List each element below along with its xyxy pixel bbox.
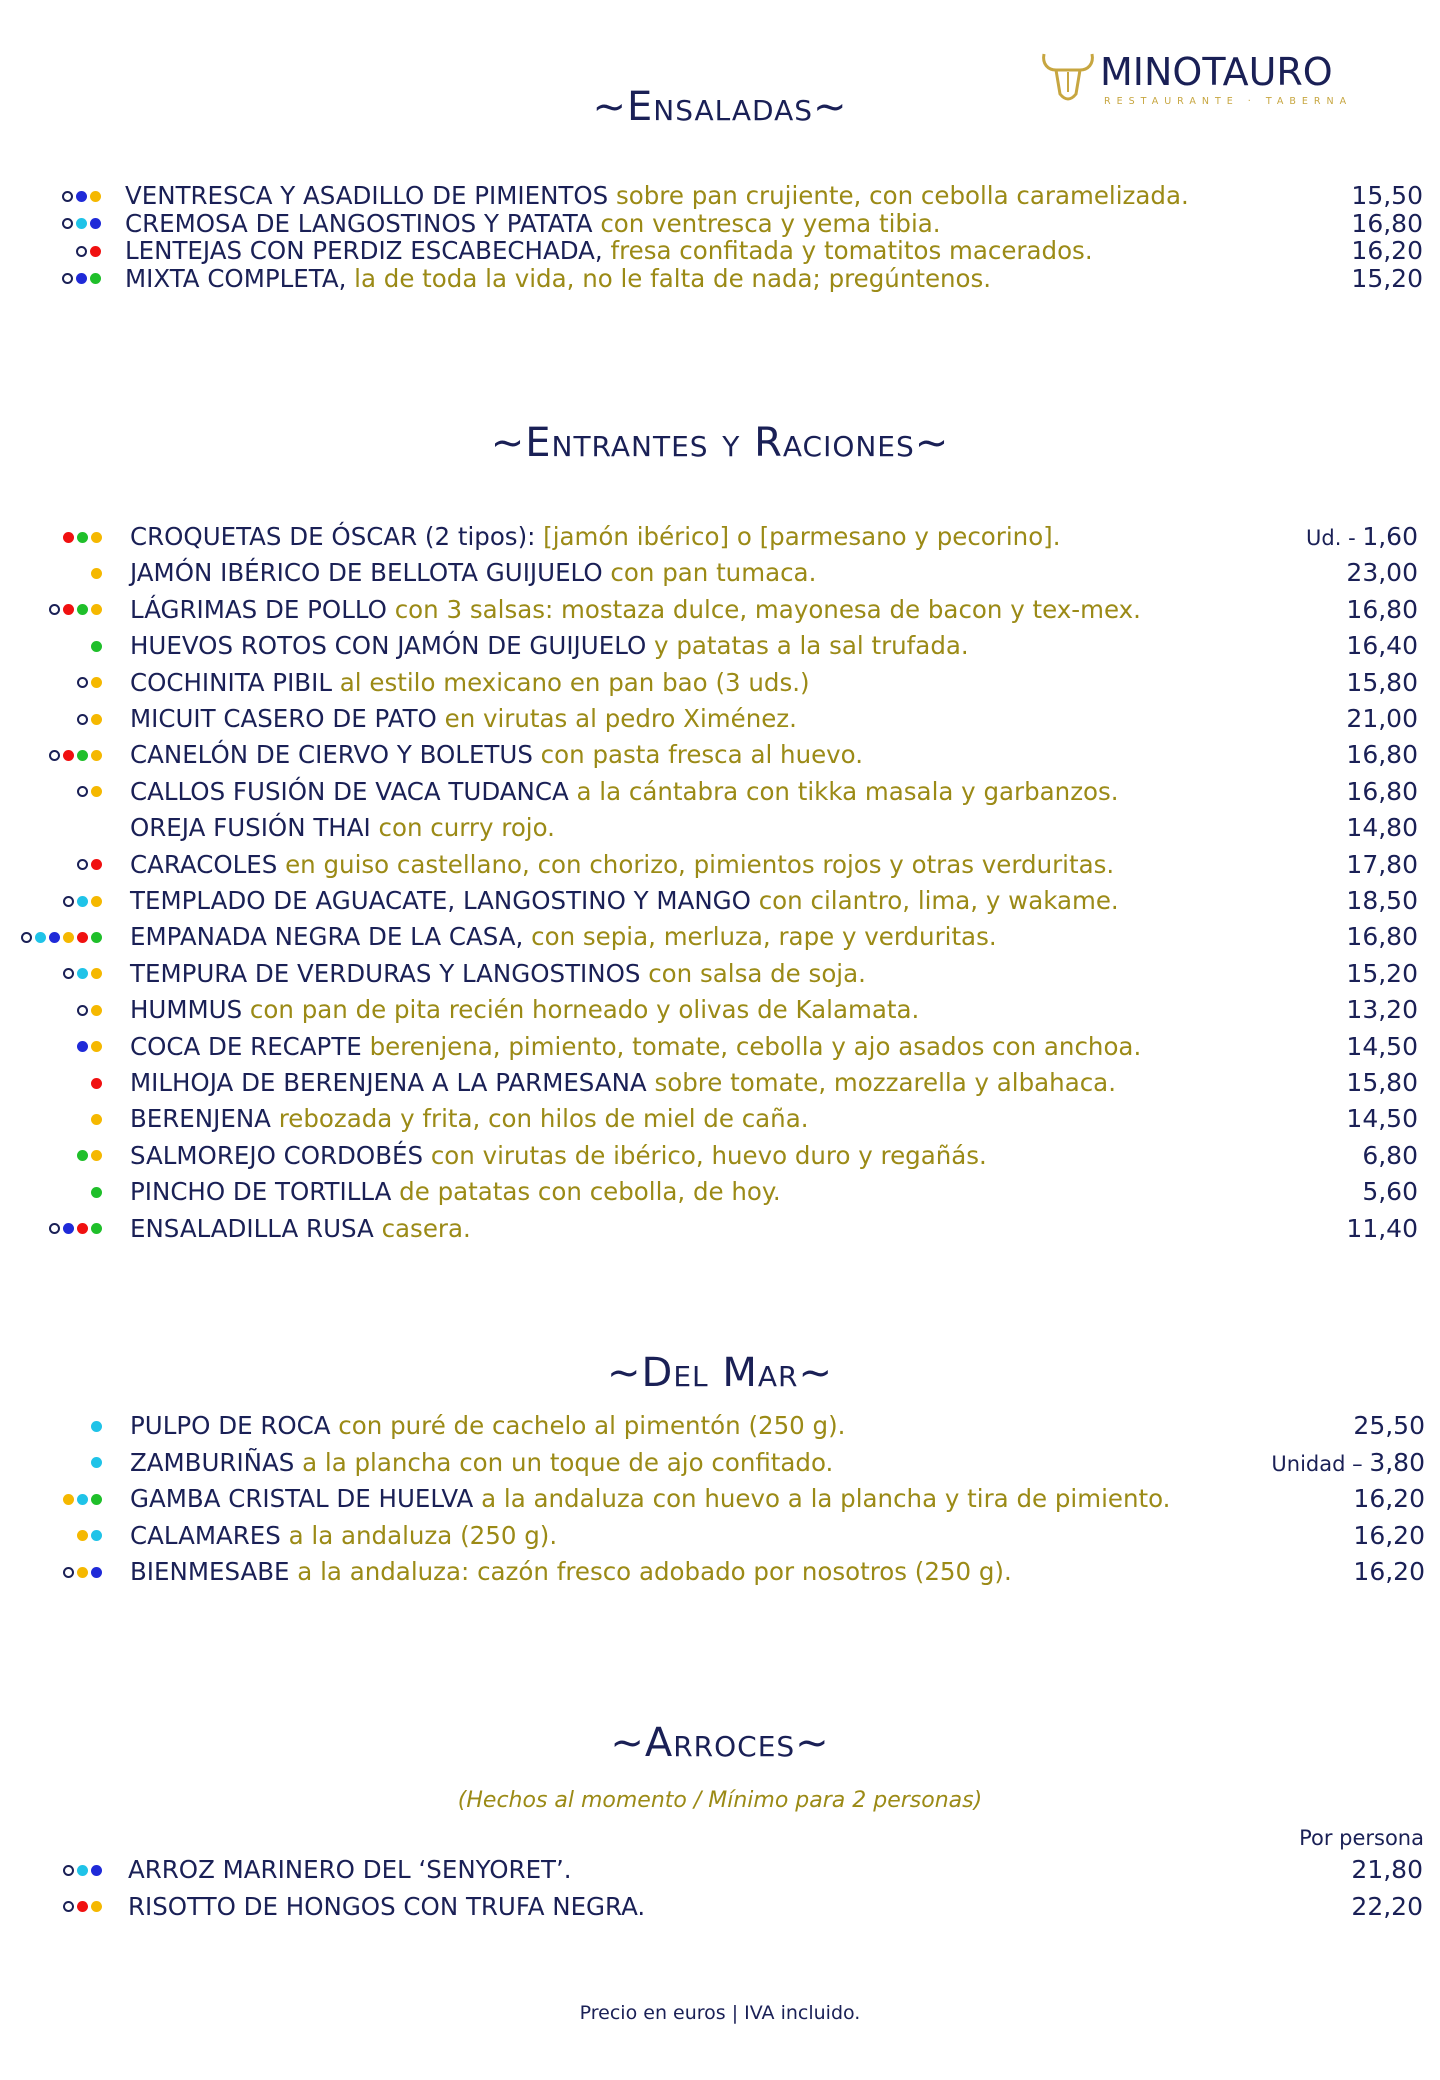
item-price — [1346, 848, 1418, 882]
allergen-dot-green — [91, 641, 102, 652]
price-value: 16,80 — [1351, 208, 1423, 238]
allergen-dot-white — [63, 896, 74, 907]
item-description: con pan de pita recién horneado y olivas de Kalamata. — [242, 995, 920, 1025]
allergen-dot-white — [77, 1005, 88, 1016]
allergen-dot-blue — [49, 932, 60, 943]
section-note: (Hechos al momento / Mínimo para 2 personas) — [457, 1788, 983, 1813]
item-price — [1362, 1175, 1418, 1209]
item-text — [130, 629, 969, 663]
allergen-dot-green — [90, 273, 101, 284]
section-title: ~Arroces~ — [610, 1720, 830, 1766]
item-description: con pan tumaca. — [602, 558, 817, 588]
allergen-dots — [21, 920, 102, 954]
item-text — [130, 666, 810, 700]
menu-item — [0, 1102, 1440, 1136]
menu-item — [0, 702, 1440, 736]
allergen-dot-white — [77, 714, 88, 725]
menu-item — [0, 520, 1440, 554]
price-value: 13,20 — [1346, 995, 1418, 1025]
menu-item — [0, 1175, 1440, 1209]
price-value: 17,80 — [1346, 849, 1418, 879]
menu-item — [0, 1446, 1440, 1480]
item-description: rebozada y frita, con hilos de miel de caña. — [270, 1104, 809, 1134]
allergen-dots — [63, 884, 102, 918]
price-value: 16,80 — [1346, 740, 1418, 770]
item-price — [1346, 738, 1418, 772]
item-description: con salsa de soja. — [640, 958, 866, 988]
item-description: [jamón ibérico] o [parmesano y pecorino]. — [535, 522, 1061, 551]
item-name: ARROZ MARINERO DEL ‘SENYORET’. — [128, 1855, 572, 1884]
allergen-dot-red — [63, 532, 74, 543]
item-name: COCHINITA PIBIL — [130, 667, 332, 697]
allergen-dot-blue — [63, 1223, 74, 1234]
item-name: BIENMESABE — [130, 1557, 290, 1586]
allergen-dot-red — [91, 1078, 102, 1089]
price-value: 21,00 — [1346, 704, 1418, 733]
item-text — [130, 1175, 781, 1209]
menu-item — [0, 1519, 1440, 1553]
item-name: MICUIT CASERO DE PATO — [130, 704, 437, 733]
allergen-dots — [62, 262, 101, 296]
price-value: 23,00 — [1346, 558, 1418, 588]
allergen-dots — [91, 1102, 102, 1136]
item-price — [1306, 520, 1418, 555]
allergen-dots — [91, 1066, 102, 1100]
item-name: LENTEJAS CON PERDIZ ESCABECHADA, — [125, 236, 603, 265]
section-title: ~Del Mar~ — [607, 1350, 833, 1396]
item-text — [130, 884, 1119, 918]
allergen-dot-yellow — [77, 1567, 88, 1578]
item-name: HUMMUS — [130, 995, 243, 1025]
item-name: TEMPLADO DE AGUACATE, LANGOSTINO Y MANGO — [130, 886, 751, 915]
item-price — [1346, 1066, 1418, 1100]
allergen-dot-yellow — [91, 1005, 102, 1016]
item-description: con curry rojo. — [370, 813, 555, 843]
price-value: 21,80 — [1351, 1855, 1423, 1884]
price-value: 15,80 — [1346, 667, 1418, 697]
allergen-dot-white — [62, 218, 73, 229]
item-description: en virutas al pedro Ximénez. — [436, 704, 797, 733]
item-price — [1271, 1446, 1425, 1481]
price-value: 18,50 — [1346, 886, 1418, 915]
item-text — [130, 1519, 557, 1553]
menu-item — [0, 556, 1440, 590]
item-price — [1346, 775, 1418, 809]
allergen-dots — [63, 1853, 102, 1887]
allergen-dot-white — [77, 786, 88, 797]
price-value: 6,80 — [1362, 1140, 1418, 1170]
menu-item — [0, 1066, 1440, 1100]
item-price — [1346, 811, 1418, 845]
item-description: fresa confitada y tomatitos macerados. — [602, 236, 1093, 265]
price-value: 16,80 — [1346, 594, 1418, 624]
logo-subtitle: RESTAURANTE · TABERNA — [1104, 96, 1353, 107]
allergen-dots — [77, 1519, 102, 1553]
item-text — [125, 262, 991, 296]
item-price — [1362, 1139, 1418, 1173]
price-value: 1,60 — [1362, 522, 1418, 551]
menu-item — [0, 262, 1440, 296]
item-price — [1346, 1030, 1418, 1064]
allergen-dot-green — [77, 604, 88, 615]
allergen-dot-blue — [90, 218, 101, 229]
allergen-dots — [77, 1030, 102, 1064]
item-description: sobre tomate, mozzarella y albahaca. — [646, 1068, 1116, 1097]
allergen-dots — [91, 629, 102, 663]
item-name: GAMBA CRISTAL DE HUELVA — [130, 1484, 474, 1513]
allergen-dot-yellow — [77, 1530, 88, 1541]
allergen-dot-green — [77, 750, 88, 761]
item-text — [130, 775, 1119, 809]
price-value: 16,40 — [1346, 631, 1418, 661]
allergen-dots — [77, 1139, 102, 1173]
allergen-dot-green — [91, 1187, 102, 1198]
allergen-dot-green — [77, 1150, 88, 1161]
allergen-dot-red — [63, 604, 74, 615]
allergen-dot-white — [77, 677, 88, 688]
allergen-dot-white — [63, 968, 74, 979]
item-description: con ventresca y yema tibia. — [592, 208, 941, 238]
item-text — [130, 848, 1114, 882]
allergen-dot-white — [49, 604, 60, 615]
item-text — [130, 1102, 809, 1136]
menu-item — [0, 775, 1440, 809]
item-price — [1346, 920, 1418, 954]
price-column-header: Por persona — [1299, 1826, 1424, 1850]
item-name: CARACOLES — [130, 849, 278, 879]
price-value: 14,50 — [1346, 1104, 1418, 1134]
allergen-dots — [77, 848, 102, 882]
item-name: ZAMBURIÑAS — [130, 1447, 295, 1477]
item-text — [130, 1212, 471, 1246]
allergen-dot-yellow — [90, 191, 101, 202]
price-value: 14,80 — [1346, 813, 1418, 843]
price-prefix: Unidad – — [1271, 1451, 1370, 1476]
allergen-dot-cyan — [91, 1530, 102, 1541]
item-text — [130, 593, 1141, 627]
allergen-dot-yellow — [91, 532, 102, 543]
menu-item — [0, 1139, 1440, 1173]
allergen-dot-white — [63, 1865, 74, 1876]
allergen-dot-cyan — [91, 1457, 102, 1468]
item-price — [1346, 1212, 1418, 1246]
menu-item — [0, 593, 1440, 627]
allergen-dot-blue — [76, 273, 87, 284]
item-description: sobre pan crujiente, con cebolla caramelizada. — [608, 181, 1189, 210]
item-name: CANELÓN DE CIERVO Y BOLETUS — [130, 740, 533, 770]
item-text — [130, 1446, 833, 1480]
item-name: RISOTTO DE HONGOS CON TRUFA NEGRA. — [128, 1891, 646, 1921]
menu-item — [0, 993, 1440, 1027]
allergen-dot-white — [63, 1901, 74, 1912]
item-description: con pasta fresca al huevo. — [532, 740, 864, 770]
item-text — [130, 1139, 987, 1173]
item-name: PULPO DE ROCA — [130, 1411, 331, 1440]
allergen-dot-yellow — [91, 714, 102, 725]
item-description: con 3 salsas: mostaza dulce, mayonesa de bacon y tex-mex. — [386, 594, 1141, 624]
item-name: ENSALADILLA RUSA — [130, 1213, 374, 1243]
allergen-dot-yellow — [91, 1114, 102, 1125]
allergen-dot-red — [90, 246, 101, 257]
allergen-dots — [77, 666, 102, 700]
menu-item — [0, 629, 1440, 663]
allergen-dot-cyan — [77, 968, 88, 979]
item-price — [1351, 1890, 1423, 1924]
menu-item — [0, 1853, 1440, 1887]
price-prefix: Ud. - — [1306, 526, 1363, 550]
item-text — [130, 957, 866, 991]
allergen-dot-white — [49, 1223, 60, 1234]
item-description: en guiso castellano, con chorizo, pimientos rojos y otras verduritas. — [277, 849, 1115, 879]
allergen-dot-cyan — [91, 1421, 102, 1432]
allergen-dot-yellow — [63, 1494, 74, 1505]
menu-item — [0, 848, 1440, 882]
price-value: 15,50 — [1351, 181, 1423, 210]
price-value: 16,20 — [1353, 1484, 1425, 1513]
allergen-dots — [63, 957, 102, 991]
allergen-dots — [77, 775, 102, 809]
item-price — [1346, 556, 1418, 590]
item-name: TEMPURA DE VERDURAS Y LANGOSTINOS — [130, 958, 641, 988]
allergen-dot-cyan — [35, 932, 46, 943]
allergen-dot-yellow — [91, 750, 102, 761]
price-value: 15,80 — [1346, 1068, 1418, 1097]
item-price — [1353, 1409, 1425, 1443]
footer-note: Precio en euros | IVA incluido. — [579, 2002, 861, 2024]
item-name: CROQUETAS DE ÓSCAR (2 tipos): — [130, 522, 536, 551]
allergen-dot-red — [77, 1901, 88, 1912]
allergen-dots — [91, 1446, 102, 1480]
item-name: CALLOS FUSIÓN DE VACA TUDANCA — [130, 776, 569, 806]
item-description: con virutas de ibérico, huevo duro y regañás. — [423, 1140, 987, 1170]
item-name: COCA DE RECAPTE — [130, 1031, 362, 1061]
item-name: SALMOREJO CORDOBÉS — [130, 1140, 424, 1170]
allergen-dot-green — [91, 932, 102, 943]
item-description: la de toda la vida, no le falta de nada; pregúntenos. — [346, 263, 992, 293]
menu-item — [0, 920, 1440, 954]
item-text — [130, 1482, 1170, 1516]
item-description: a la andaluza: cazón fresco adobado por nosotros (250 g). — [289, 1557, 1012, 1586]
item-text — [130, 738, 863, 772]
allergen-dots — [91, 1175, 102, 1209]
item-text — [130, 1555, 1012, 1589]
item-description: a la andaluza con huevo a la plancha y tira de pimiento. — [473, 1484, 1171, 1513]
allergen-dots — [49, 738, 102, 772]
item-text — [130, 556, 816, 590]
price-value: 3,80 — [1369, 1447, 1425, 1477]
item-price — [1351, 262, 1423, 296]
item-text — [130, 811, 555, 845]
price-value: 16,80 — [1346, 776, 1418, 806]
menu-item — [0, 1482, 1440, 1516]
item-price — [1351, 1853, 1423, 1887]
allergen-dot-yellow — [91, 1901, 102, 1912]
item-description: con puré de cachelo al pimentón (250 g). — [330, 1411, 846, 1440]
menu-item — [0, 1409, 1440, 1443]
item-text — [128, 1853, 572, 1887]
item-text — [130, 920, 997, 954]
item-price — [1346, 957, 1418, 991]
allergen-dot-yellow — [91, 568, 102, 579]
allergen-dots — [63, 520, 102, 554]
item-price — [1353, 1519, 1425, 1553]
menu-item — [0, 738, 1440, 772]
allergen-dot-red — [63, 750, 74, 761]
allergen-dots — [77, 702, 102, 736]
price-value: 16,20 — [1351, 236, 1423, 265]
item-name: CREMOSA DE LANGOSTINOS Y PATATA — [125, 208, 593, 238]
item-name: EMPANADA NEGRA DE LA CASA, — [130, 922, 524, 952]
item-name: CALAMARES — [130, 1520, 281, 1550]
item-price — [1346, 629, 1418, 663]
item-name: JAMÓN IBÉRICO DE BELLOTA GUIJUELO — [130, 558, 603, 588]
allergen-dot-red — [77, 932, 88, 943]
allergen-dot-red — [77, 1223, 88, 1234]
item-name: PINCHO DE TORTILLA — [130, 1177, 392, 1207]
item-text — [130, 520, 1061, 554]
item-name: LÁGRIMAS DE POLLO — [130, 594, 387, 624]
menu-item — [0, 1555, 1440, 1589]
item-price — [1346, 884, 1418, 918]
menu-item — [0, 884, 1440, 918]
allergen-dot-green — [91, 1223, 102, 1234]
allergen-dot-yellow — [63, 932, 74, 943]
item-price — [1346, 1102, 1418, 1136]
allergen-dots — [49, 593, 102, 627]
allergen-dot-white — [77, 859, 88, 870]
allergen-dot-blue — [76, 191, 87, 202]
price-value: 5,60 — [1362, 1177, 1418, 1207]
item-name: BERENJENA — [130, 1104, 271, 1134]
price-value: 16,20 — [1353, 1520, 1425, 1550]
item-description: a la plancha con un toque de ajo confitado. — [294, 1447, 834, 1477]
allergen-dots — [49, 1212, 102, 1246]
price-value: 16,20 — [1353, 1557, 1425, 1586]
allergen-dot-cyan — [77, 896, 88, 907]
allergen-dots — [77, 993, 102, 1027]
item-text — [128, 1890, 645, 1924]
price-value: 16,80 — [1346, 922, 1418, 952]
item-price — [1353, 1482, 1425, 1516]
allergen-dots — [63, 1555, 102, 1589]
price-value: 11,40 — [1346, 1213, 1418, 1243]
item-price — [1346, 666, 1418, 700]
price-value: 15,20 — [1346, 958, 1418, 988]
item-price — [1353, 1555, 1425, 1589]
logo-name: MINOTAURO — [1100, 50, 1333, 94]
allergen-dot-green — [77, 532, 88, 543]
price-value: 15,20 — [1351, 263, 1423, 293]
item-description: casera. — [373, 1213, 471, 1243]
menu-item — [0, 1212, 1440, 1246]
allergen-dot-yellow — [91, 677, 102, 688]
allergen-dot-white — [63, 1567, 74, 1578]
allergen-dot-blue — [77, 1041, 88, 1052]
allergen-dots — [63, 1482, 102, 1516]
item-description: a la andaluza (250 g). — [280, 1520, 558, 1550]
allergen-dot-yellow — [91, 968, 102, 979]
item-text — [130, 1409, 845, 1443]
item-text — [130, 993, 919, 1027]
item-text — [130, 702, 797, 736]
allergen-dot-white — [62, 273, 73, 284]
allergen-dot-yellow — [91, 1150, 102, 1161]
allergen-dot-cyan — [77, 1494, 88, 1505]
allergen-dot-cyan — [77, 1865, 88, 1876]
menu-item — [0, 1030, 1440, 1064]
menu-item — [0, 666, 1440, 700]
item-description: de patatas con cebolla, de hoy. — [391, 1177, 781, 1207]
section-title: ~Entrantes y Raciones~ — [490, 420, 950, 466]
allergen-dot-white — [49, 750, 60, 761]
item-description: con cilantro, lima, y wakame. — [750, 886, 1119, 915]
item-description: con sepia, merluza, rape y verduritas. — [523, 922, 997, 952]
item-price — [1346, 593, 1418, 627]
item-description: y patatas a la sal trufada. — [646, 631, 969, 661]
price-value: 14,50 — [1346, 1031, 1418, 1061]
item-name: OREJA FUSIÓN THAI — [130, 813, 371, 843]
allergen-dot-yellow — [91, 1041, 102, 1052]
allergen-dot-white — [62, 191, 73, 202]
item-description: a la cántabra con tikka masala y garbanzos. — [568, 776, 1119, 806]
item-price — [1346, 993, 1418, 1027]
allergen-dot-green — [91, 1494, 102, 1505]
allergen-dots — [91, 1409, 102, 1443]
item-price — [1346, 702, 1418, 736]
item-text — [130, 1030, 1141, 1064]
allergen-dot-white — [21, 932, 32, 943]
item-name: HUEVOS ROTOS CON JAMÓN DE GUIJUELO — [130, 631, 647, 661]
allergen-dot-yellow — [91, 896, 102, 907]
item-description: berenjena, pimiento, tomate, cebolla y ajo asados con anchoa. — [361, 1031, 1142, 1061]
menu-item — [0, 811, 1440, 845]
price-value: 22,20 — [1351, 1891, 1423, 1921]
item-description: al estilo mexicano en pan bao (3 uds.) — [332, 667, 810, 697]
allergen-dot-white — [76, 246, 87, 257]
allergen-dot-cyan — [76, 218, 87, 229]
allergen-dot-blue — [91, 1567, 102, 1578]
menu-item — [0, 957, 1440, 991]
allergen-dot-red — [91, 859, 102, 870]
item-text — [130, 1066, 1116, 1100]
allergen-dots — [63, 1890, 102, 1924]
allergen-dot-yellow — [91, 786, 102, 797]
allergen-dot-blue — [91, 1865, 102, 1876]
item-name: VENTRESCA Y ASADILLO DE PIMIENTOS — [125, 181, 609, 210]
allergen-dot-yellow — [91, 604, 102, 615]
menu-item — [0, 1890, 1440, 1924]
price-value: 25,50 — [1353, 1411, 1425, 1440]
allergen-dots — [91, 556, 102, 590]
item-name: MILHOJA DE BERENJENA A LA PARMESANA — [130, 1068, 647, 1097]
item-name: MIXTA COMPLETA, — [125, 263, 347, 293]
section-title: ~Ensaladas~ — [592, 84, 848, 130]
